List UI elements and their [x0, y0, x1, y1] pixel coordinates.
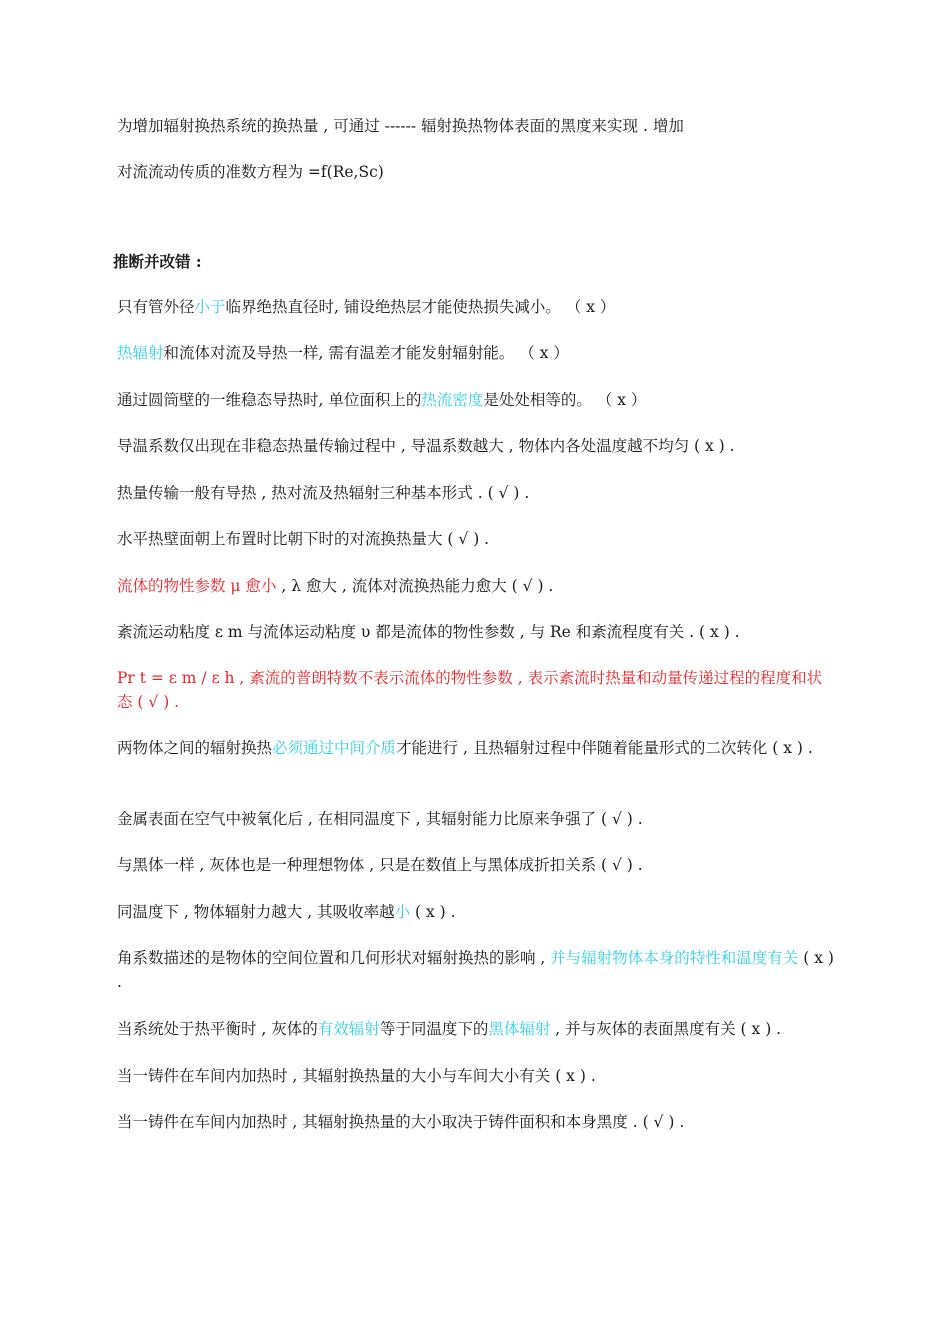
- statement-9: Pr t = ε m / ε h , 紊流的普朗特数不表示流体的物性参数 , 表示紊流时热量和动量传递过程的程度和状态 ( √ ) .: [117, 669, 823, 711]
- emphasized-text: 流体的物性参数 μ 愈小: [117, 577, 282, 595]
- statement-14: [113, 946, 837, 994]
- intro-line-1: 为增加辐射换热系统的换热量 , 可通过 ------ 辐射换热物体表面的黑度来实现 . 增加: [117, 117, 684, 135]
- statement-1: [117, 295, 837, 319]
- statement-text: 当系统处于热平衡时 , 灰体的: [117, 1020, 318, 1038]
- statement-text: , λ 愈大 , 流体对流换热能力愈大 ( √ ) .: [281, 577, 554, 595]
- statement-text: 是处处相等的。 （ x ）: [483, 391, 647, 409]
- statement-text: 临界绝热直径时, 铺设绝热层才能使热损失减小。 （ x ）: [225, 298, 616, 316]
- statement-11: 金属表面在空气中被氧化后 , 在相同温度下 , 其辐射能力比原来争强了 ( √ ) .: [117, 810, 643, 828]
- statement-5: 热量传输一般有导热 , 热对流及热辐射三种基本形式 . ( √ ) .: [117, 484, 530, 502]
- highlighted-term: 黑体辐射: [488, 1020, 551, 1038]
- statement-17: 当一铸件在车间内加热时 , 其辐射换热量的大小取决于铸件面积和本身黑度 . ( √ ) .: [117, 1113, 685, 1131]
- statement-3: [117, 388, 837, 412]
- statement-text: 通过圆筒壁的一维稳态导热时, 单位面积上的: [117, 391, 422, 409]
- statement-text: ( x ) .: [410, 903, 456, 921]
- statement-4: 导温系数仅出现在非稳态热量传输过程中 , 导温系数越大 , 物体内各处温度越不均匀 ( x ) .: [117, 437, 735, 455]
- highlighted-term: 小: [394, 903, 411, 921]
- statement-15: [117, 1017, 837, 1041]
- statement-16: 当一铸件在车间内加热时 , 其辐射换热量的大小与车间大小有关 ( x ) .: [117, 1067, 596, 1085]
- statement-7: [117, 574, 837, 598]
- statement-6: 水平热壁面朝上布置时比朝下时的对流换热量大 ( √ ) .: [117, 530, 490, 548]
- highlighted-term: 热辐射: [117, 344, 164, 362]
- statement-text: 角系数描述的是物体的空间位置和几何形状对辐射换热的影响 ,: [117, 949, 551, 967]
- statement-text: 和流体对流及导热一样, 需有温差才能发射辐射能。 （ x ）: [163, 344, 569, 362]
- statement-text: 同温度下 , 物体辐射力越大 , 其吸收率越: [117, 903, 395, 921]
- highlighted-term: 热流密度: [421, 391, 484, 409]
- statement-text: ( x ) .: [117, 949, 834, 991]
- statement-text: , 并与灰体的表面黑度有关 ( x ) .: [550, 1020, 782, 1038]
- statement-10: [113, 736, 837, 760]
- highlighted-term: 有效辐射: [317, 1020, 380, 1038]
- statement-text: 等于同温度下的: [379, 1020, 489, 1038]
- statement-text: 才能进行 , 且热辐射过程中伴随着能量形式的二次转化 ( x ) .: [396, 739, 813, 757]
- statement-text: 只有管外径: [117, 298, 195, 316]
- statement-8: 紊流运动粘度 ε m 与流体运动粘度 υ 都是流体的物性参数 , 与 Re 和紊流程度有关 . ( x ) .: [117, 623, 740, 641]
- highlighted-term: 并与辐射物体本身的特性和温度有关: [550, 949, 799, 967]
- intro-line-2: 对流流动传质的准数方程为 =f(Re,Sc): [117, 163, 384, 181]
- statement-2: [117, 341, 837, 365]
- section-heading: 推断并改错 :: [113, 252, 202, 271]
- statement-12: 与黑体一样 , 灰体也是一种理想物体 , 只是在数值上与黑体成折扣关系 ( √ ) .: [117, 856, 643, 874]
- statement-text: 两物体之间的辐射换热: [117, 739, 273, 757]
- statement-13: [117, 900, 837, 924]
- highlighted-term: 必须通过中间介质: [272, 739, 397, 757]
- highlighted-term: 小于: [194, 298, 226, 316]
